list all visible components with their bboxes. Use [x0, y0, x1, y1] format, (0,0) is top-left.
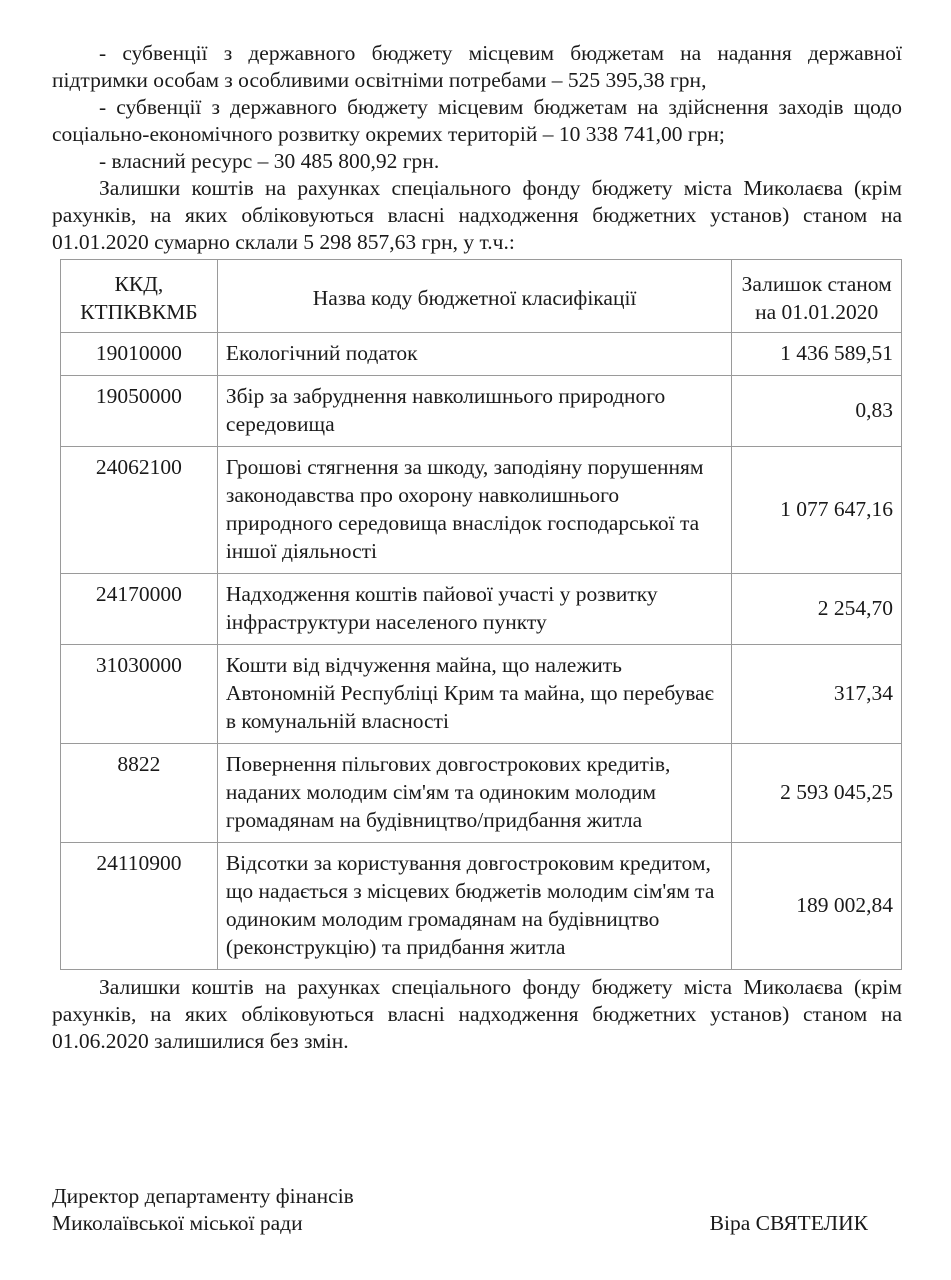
signature-block — [52, 1183, 902, 1237]
row-name: Збір за забруднення навколишнього природного середовища — [217, 376, 732, 447]
row-name: Кошти від відчуження майна, що належить Автономній Республіці Крим та майна, що перебуває в комунальній власності — [217, 645, 732, 744]
budget-balance-table — [60, 259, 902, 970]
intro-item-own-resource: - власний ресурс – 30 485 800,92 грн. — [99, 149, 440, 173]
row-name: Надходження коштів пайової участі у розвитку інфраструктури населеного пункту — [217, 574, 732, 645]
signatory-name: Віра СВЯТЕЛИК — [709, 1211, 868, 1235]
table-row — [61, 376, 902, 447]
row-code: 19010000 — [61, 333, 218, 376]
header-name: Назва коду бюджетної класифікації — [217, 260, 732, 333]
row-amount: 2 593 045,25 — [732, 744, 902, 843]
row-code: 31030000 — [61, 645, 218, 744]
table-row — [61, 843, 902, 970]
signatory-position-line2: Миколаївської міської ради — [52, 1211, 303, 1235]
row-amount: 1 436 589,51 — [732, 333, 902, 376]
row-code: 24110900 — [61, 843, 218, 970]
row-amount: 1 077 647,16 — [732, 447, 902, 574]
row-amount: 2 254,70 — [732, 574, 902, 645]
header-code: ККД, КТПКВКМБ — [61, 260, 218, 333]
table-row — [61, 447, 902, 574]
row-amount: 189 002,84 — [732, 843, 902, 970]
row-code: 19050000 — [61, 376, 218, 447]
row-code: 8822 — [61, 744, 218, 843]
row-code: 24062100 — [61, 447, 218, 574]
row-name: Екологічний податок — [217, 333, 732, 376]
row-code: 24170000 — [61, 574, 218, 645]
table-row — [61, 574, 902, 645]
row-amount: 317,34 — [732, 645, 902, 744]
row-name: Грошові стягнення за шкоду, заподіяну порушенням законодавства про охорону навколишнього природного середовища внаслідок господарської та іншої діяльності — [217, 447, 732, 574]
document-page — [52, 40, 902, 1055]
row-name: Повернення пільгових довгострокових кредитів, наданих молодим сім'ям та одиноким молодим громадянам на будівництво/придбання житла — [217, 744, 732, 843]
table-row — [61, 333, 902, 376]
row-name: Відсотки за користування довгостроковим кредитом, що надається з місцевих бюджетів молодим сім'ям та одиноким молодим громадянам на будівництво (реконструкцію) та придбання житла — [217, 843, 732, 970]
table-row — [61, 744, 902, 843]
header-amount: Залишок станом на 01.01.2020 — [732, 260, 902, 333]
balance-paragraph: Залишки коштів на рахунках спеціального фонду бюджету міста Миколаєва (крім рахунків, на яких обліковуються власні надходження бюджетних установ) станом на 01.01.2020 сумарно склали 5 298 857,63 грн, у т.ч.: — [52, 176, 902, 254]
closing-paragraph: Залишки коштів на рахунках спеціального фонду бюджету міста Миколаєва (крім рахунків, на яких обліковуються власні надходження бюджетних установ) станом на 01.06.2020 залишилися без змін. — [52, 975, 902, 1053]
row-amount: 0,83 — [732, 376, 902, 447]
intro-item-territories: - субвенції з державного бюджету місцевим бюджетам на здійснення заходів щодо соціально-економічного розвитку окремих територій – 10 338 741,00 грн; — [52, 95, 902, 146]
table-row — [61, 645, 902, 744]
intro-item-special-needs: - субвенції з державного бюджету місцевим бюджетам на надання державної підтримки особам з особливими освітніми потребами – 525 395,38 грн, — [52, 41, 902, 92]
table-header-row — [61, 260, 902, 333]
signatory-position-line1: Директор департаменту фінансів — [52, 1184, 354, 1208]
